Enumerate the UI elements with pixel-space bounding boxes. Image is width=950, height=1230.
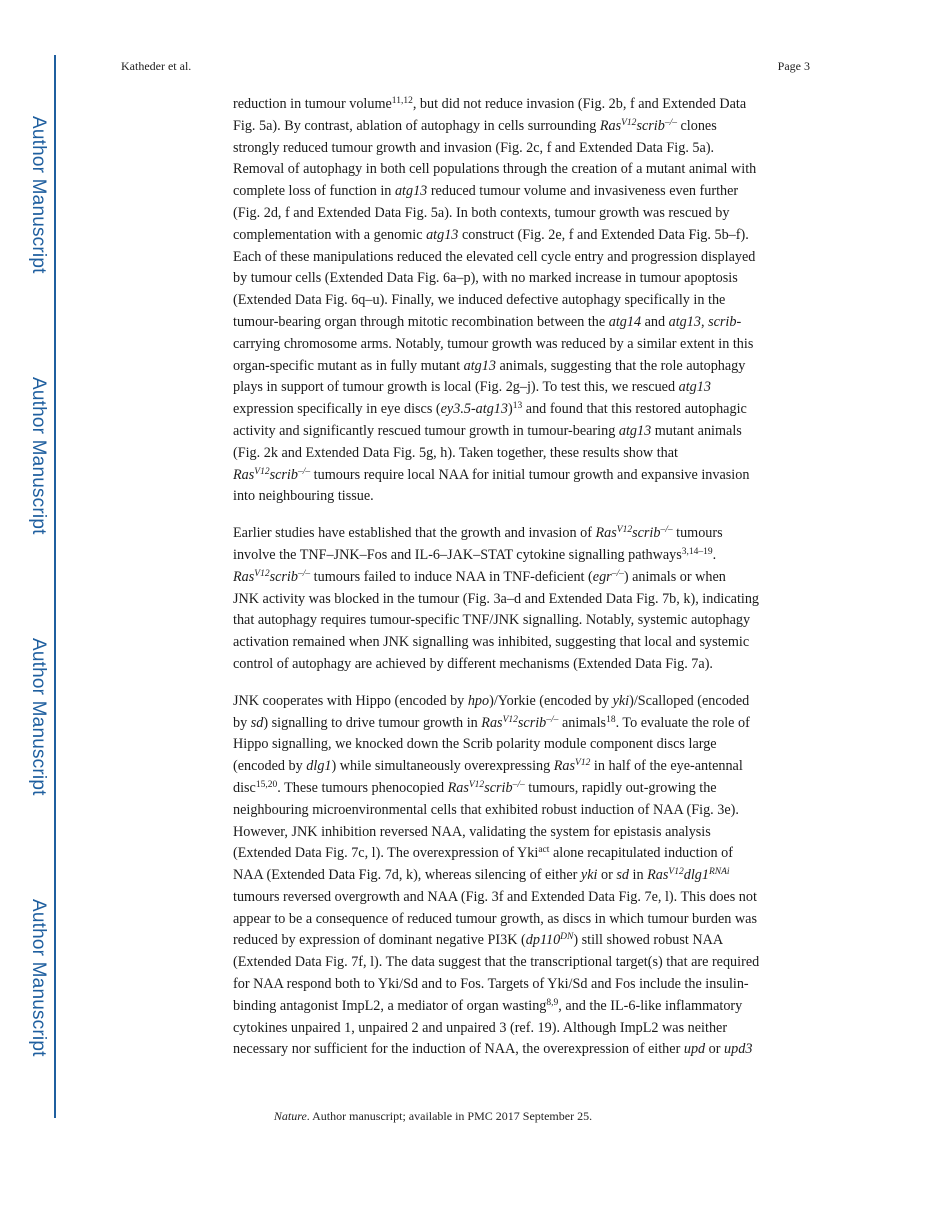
side-label-3: Author Manuscript <box>28 638 49 796</box>
text-line: complete loss of function in atg13 reduced tumour volume and invasiveness even further <box>233 183 739 200</box>
text-line: cytokines unpaired 1, unpaired 2 and unpaired 3 (ref. 19). Although ImpL2 was neither <box>233 1019 728 1036</box>
text-line: Each of these manipulations reduced the elevated cell cycle entry and progression displayed <box>233 248 756 265</box>
text-line: (encoded by dlg1) while simultaneously overexpressing Ras$^{V12}$ in half of the eye-antennal <box>233 758 743 775</box>
text-line: Earlier studies have established that the growth and invasion of Ras$^{V12}$scrib–/– tumours <box>233 525 723 542</box>
text-line: complementation with a genomic atg13 construct (Fig. 2e, f and Extended Data Fig. 5b–f). <box>233 226 749 243</box>
text-line: Removal of autophagy in both cell populations through the creation of a mutant animal with <box>233 161 757 178</box>
text-line: disc$^{15,20}$. These tumours phenocopied Ras$^{V12}$scrib–/– tumours, rapidly out-growing the <box>233 779 717 796</box>
text-line: Ras$^{V12}$scrib–/– tumours require local NAA for initial tumour growth and expansive invasion <box>233 466 750 483</box>
text-line: organ-specific mutant as in fully mutant atg13 animals, suggesting that the role autophagy <box>233 357 746 374</box>
paragraph-1 <box>233 94 810 508</box>
text-line: (Extended Data Fig. 7c, l). The overexpression of Yki$^{act}$ alone recapitulated induction of <box>233 845 734 862</box>
text-line: Ras$^{V12}$scrib–/– tumours failed to induce NAA in TNF-deficient (egr–/–) animals or when <box>233 568 726 585</box>
text-line: activity and significantly rescued tumour growth in tumour-bearing atg13 mutant animals <box>233 422 742 439</box>
text-line: appear to be a consequence of reduced tumour growth, as discs in which tumour burden was <box>233 910 757 927</box>
text-line: by tumour cells (Extended Data Fig. 6a–p), with no marked increase in tumour apoptosis <box>233 270 738 287</box>
footer-citation <box>0 1109 866 1124</box>
text-line: (Fig. 2k and Extended Data Fig. 5g, h). Taken together, these results show that <box>233 444 678 461</box>
article-body <box>233 94 810 1061</box>
text-line: NAA (Extended Data Fig. 7d, k), whereas silencing of either yki or sd in $Ras^{V12}dlg1^{RNAi}$ <box>233 867 730 884</box>
text-line: (Extended Data Fig. 6q–u). Finally, we induced defective autophagy specifically in the <box>233 292 726 309</box>
text-line: control of autophagy are achieved by different mechanisms (Extended Data Fig. 7a). <box>233 655 713 672</box>
paragraph-3 <box>233 691 810 1062</box>
text-line: expression specifically in eye discs $(ey3.5-atg13)^{13}$ and found that this restored autophagic <box>233 401 747 418</box>
text-line: for NAA respond both to Yki/Sd and to Fos. Targets of Yki/Sd and Fos include the insulin- <box>233 976 749 993</box>
text-line: Hippo signalling, we knocked down the Scrib polarity module component discs large <box>233 736 717 753</box>
text-line: necessary nor sufficient for the induction of NAA, the overexpression of either upd or upd3 <box>233 1041 753 1058</box>
side-label-1: Author Manuscript <box>28 116 49 274</box>
text-line: reduced by expression of dominant negative PI3K $(dp110^{DN})$ still showed robust NAA <box>233 932 724 949</box>
text-line: into neighbouring tissue. <box>233 488 374 505</box>
footer-journal: Nature <box>273 1109 307 1123</box>
header-page-number: Page 3 <box>777 59 810 73</box>
text-line: carrying chromosome arms. Notably, tumour growth was reduced by a similar extent in this <box>233 335 754 352</box>
text-line: involve the TNF–JNK–Fos and IL-6–JAK–STAT cytokine signalling pathways$^{3,14-19}$. <box>233 546 717 563</box>
text-line: Fig. 5a). By contrast, ablation of autophagy in cells surrounding Ras$^{V12}$scrib–/– clones <box>233 117 717 134</box>
side-label-4: Author Manuscript <box>28 899 49 1057</box>
text-line: plays in support of tumour growth is local (Fig. 2g–j). To test this, we rescued atg13 <box>233 379 711 396</box>
text-line: (Extended Data Fig. 7f, l). The data suggest that the transcriptional target(s) that are required <box>233 954 760 971</box>
header-author: Katheder et al. <box>121 59 192 73</box>
text-line: strongly reduced tumour growth and invasion (Fig. 2c, f and Extended Data Fig. 5a). <box>233 139 715 156</box>
paragraph-2 <box>233 523 810 676</box>
text-line: JNK activity was blocked in the tumour (Fig. 3a–d and Extended Data Fig. 7b, k), indicating <box>233 590 760 607</box>
text-line: tumours reversed overgrowth and NAA (Fig. 3f and Extended Data Fig. 7e, l). This does not <box>233 888 757 905</box>
text-line: However, JNK inhibition reversed NAA, validating the system for epistasis analysis <box>233 823 711 840</box>
text-line: by sd) signalling to drive tumour growth in Ras$^{V12}$scrib–/– animals$^{18}$. To evaluate the role of <box>233 714 750 731</box>
text-line: activation remained when JNK signalling was inhibited, suggesting that local and systemic <box>233 634 750 651</box>
text-line: (Fig. 2d, f and Extended Data Fig. 5a). In both contexts, tumour growth was rescued by <box>233 204 730 221</box>
text-line: tumour-bearing organ through mitotic recombination between the atg14 and atg13, scrib- <box>233 313 742 330</box>
footer-text: . Author manuscript; available in PMC 2017 September 25. <box>306 1109 593 1123</box>
side-label-2: Author Manuscript <box>28 377 49 535</box>
text-line: reduction in tumour volume$^{11,12}$, but did not reduce invasion (Fig. 2b, f and Extended Data <box>233 96 747 112</box>
text-line: JNK cooperates with Hippo (encoded by hpo)/Yorkie (encoded by yki)/Scalloped (encoded <box>233 692 750 709</box>
text-line: binding antagonist ImpL2, a mediator of organ wasting$^{8,9}$, and the IL-6-like inflammatory <box>233 997 743 1014</box>
text-line: neighbouring microenvironmental cells that exhibited robust induction of NAA (Fig. 3e). <box>233 801 739 818</box>
text-line: that autophagy requires tumour-specific TNF/JNK signalling. Notably, systemic autophagy <box>233 612 751 629</box>
